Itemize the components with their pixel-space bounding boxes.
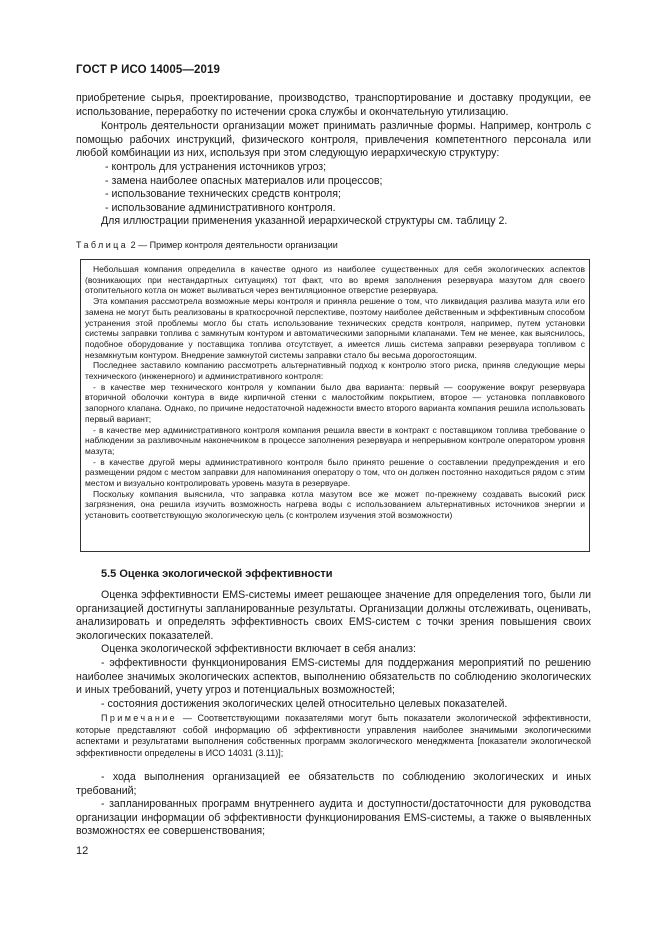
section-paragraph-2: Оценка экологической эффективности включает в себя анализ: [101,643,416,656]
table-paragraph: - в качестве другой меры административного контроля было принято решение о составлении предупреждения и его размещении рядом с местом заправки для напоминания оператору о том, что он должен постоянно находиться рядом с этим местом и визуально контролировать уровень мазута в резервуаре. [85,456,585,489]
table-caption-label: Таблица [76,240,129,250]
analysis-item: - хода выполнения организацией ее обязательств по соблюдению экологических и иных требований; [76,771,591,797]
table-paragraph: Эта компания рассмотрела возможные меры контроля и приняла решение о том, что ликвидация разлива мазута или его замена не могут быть реализованы в краткосрочной перспективе, поэтому наиболее действенным и эффективным способом устранения этой проблемы могло бы стать использование технических средств контроля, например, путем установки системы заправки топлива с замкнутым контуром и автоматическими запорными клапанами. Тем не менее, как выяснилось, подобное оборудование у поставщика топлива отсутствует, а имеется лишь система заправки резервуара топливом с незамкнутым контуром. Внедрение замкнутой системы заправки стало бы весьма дорогостоящим. [85,296,585,360]
after-note-block [76,771,591,839]
note-text: — Соответствующими показателями могут быть показатели экологической эффективности, которые представляют собой информацию об эффективности управления наиболее значимыми экологическими аспектами и результатами выполнения собственных программ экологического менеджмента [показатели экологической эффективности определены в ИСО 14031 (3.11)]; [76,713,591,758]
intro-paragraph-3: Для иллюстрации применения указанной иерархической структуры см. таблицу 2. [101,215,508,228]
intro-paragraph-1: приобретение сырья, проектирование, производство, транспортирование и доставку продукции, ее использование, переработку по истечении срока службы и окончательную утилизацию. [76,92,591,118]
table-paragraph: - в качестве мер административного контроля компания решила ввести в контракт с поставщиком топлива требование о наблюдении за разливочным наконечником в процессе заполнения резервуара и непрерывном контроле оператором уровня мазута; [85,424,585,456]
list-item: - контроль для устранения источников угроз; [105,160,327,173]
table-caption-text: 2 — Пример контроля деятельности организации [130,240,338,250]
list-item: - замена наиболее опасных материалов или процессов; [105,174,383,187]
section-title: 5.5 Оценка экологической эффективности [101,568,333,580]
analysis-item: - состояния достижения экологических целей относительно целевых показателей. [101,697,508,710]
table-paragraph: Поскольку компания выяснила, что заправка котла мазутом все же может по-прежнему создавать высокий риск загрязнения, она решила изучить возможность нагрева воды с использованием альтернативных источников энергии и установить соответствующую экологическую цель (с контролем изучения этой возможности) [85,488,585,521]
list-item: - использование технических средств контроля; [105,188,341,201]
section-paragraph-1: Оценка эффективности EMS-системы имеет решающее значение для определения того, были ли организацией достигнуты запланированные результаты. Организации должны отслеживать, оценивать, анализировать и определять эффективность своих EMS-систем с точки зрения повышения своих экологических показателей. [76,589,591,642]
page-number: 12 [76,845,89,857]
note-block [76,713,591,759]
intro-block [76,92,591,229]
analysis-item: - запланированных программ внутреннего аудита и доступности/достаточности для руководства организации информации об эффективности функционирования EMS-системы, а также о выявленных возможностях ее совершенствования; [76,798,591,838]
document-code-header: ГОСТ Р ИСО 14005—2019 [76,64,221,76]
list-item: - использование административного контроля. [105,201,336,214]
table-paragraph: Последнее заставило компанию рассмотреть альтернативный подход к контролю этого риска, приняв следующие меры технического (инженерного) и административного контроля: [85,360,585,382]
table-paragraph: Небольшая компания определила в качестве одного из наиболее существенных для себя экологических аспектов (возникающих при нестандартных ситуациях) тот факт, что во время заполнения резервуара мазутом для своего отопительного котла он может выливаться через вентиляционное отверстие резервуара. [85,264,585,296]
intro-paragraph-2: Контроль деятельности организации может принимать различные формы. Например, контроль с помощью рабочих инструкций, физического контроля, привлечения компетентного персонала или любой комбинации из них, используя при этом следующую иерархическую структуру: [76,120,591,160]
note-label: Примечание [101,713,178,723]
table-content [85,264,585,521]
section-body [76,589,591,711]
table-caption [76,240,338,250]
analysis-item: - эффективности функционирования EMS-системы для поддержания мероприятий по решению наиболее значимых экологических аспектов, выполнению обязательств по соблюдению экологических и иных требований, учету угроз и потенциальных возможностей; [76,656,591,697]
table-paragraph: - в качестве мер технического контроля у компании было два варианта: первый — сооружение вокруг резервуара вторичной оболочки контура в виде кирпичной стенки с малостойким покрытием, второе — установка поплавкового запорного клапана. Однако, по причине недостаточной надежности вместо второго варианта компания решила использовать первый вариант; [85,381,585,424]
